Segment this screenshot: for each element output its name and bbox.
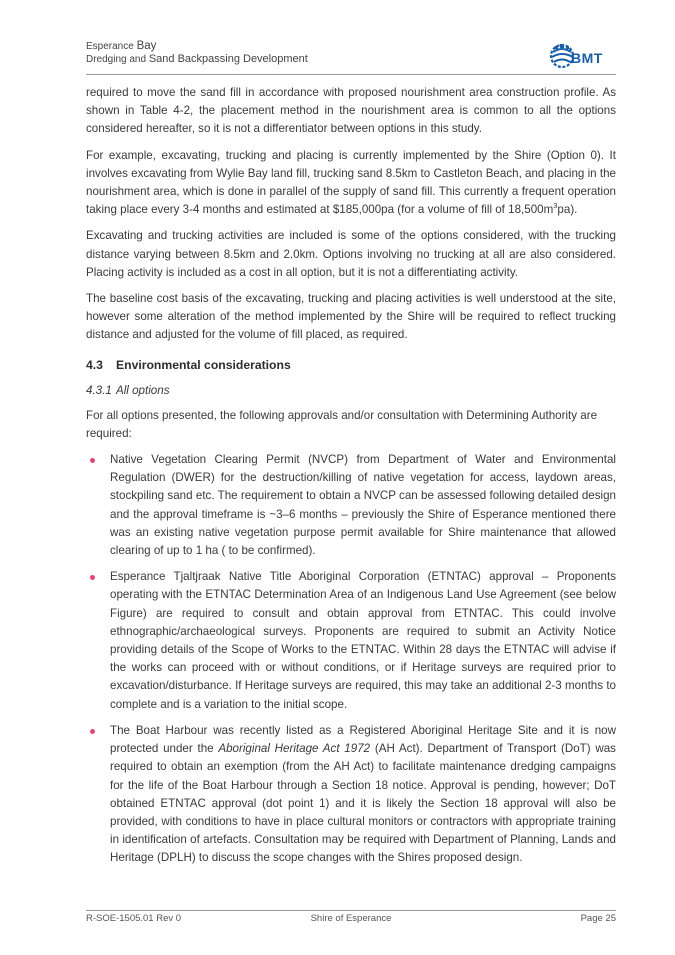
section-title: Environmental considerations	[116, 357, 291, 372]
bmt-logo	[548, 40, 616, 72]
page-header	[86, 40, 616, 74]
header-subtitle	[86, 53, 308, 66]
header-title-part: Esperance	[86, 41, 137, 52]
header-subtitle-part: Sand Backpassing Development	[148, 53, 308, 65]
subsection-number: 4.3.1	[86, 383, 112, 397]
bullet-icon	[90, 575, 95, 580]
page-body	[86, 84, 616, 876]
paragraph-text: pa).	[557, 203, 578, 217]
list-item-text: (AH Act). Department of Transport (DoT) was required to obtain an exemption (from the AH Act) to facilitate maintenance dredging campaigns for the life of the Boat Harbour through a Section 18 notice. Approval is pending, however; DoT obtained ETNTAC approval (dot point 1) and it is likely the Section 18 approval will also be provided, with conditions to have in place cultural monitors or contractors with appropriate training in identification of artefacts. Consultation may be required with Department of Planning, Lands and Heritage (DPLH) to discuss the scope changes with the Shires proposed design.	[110, 742, 616, 865]
section-number: 4.3	[86, 357, 103, 372]
bullet-icon	[90, 729, 95, 734]
bullet-list	[86, 451, 616, 867]
header-divider	[86, 74, 616, 75]
header-title	[86, 40, 156, 53]
section-heading	[86, 357, 616, 373]
bullet-icon	[90, 458, 95, 463]
logo-wordmark: BMT	[571, 50, 603, 66]
client-name: Shire of Esperance	[310, 913, 392, 924]
footer-divider	[86, 910, 616, 911]
page-number: Page 25	[580, 913, 616, 924]
paragraph: Excavating and trucking activities are included is some of the options considered, with the trucking distance varying between 8.5km and 2.0km. Options involving no trucking at all are also considered. Placing activity is included as a cost in all option, but it is not a differentiating activity.	[86, 229, 616, 279]
paragraph: required to move the sand fill in accordance with proposed nourishment area construction profile. As shown in Table 4-2, the placement method in the nourishment area is common to all the options considered hereafter, so it is not a differentiator between options in this study.	[86, 86, 616, 136]
paragraph: For all options presented, the following approvals and/or consultation with Determining Authority are required:	[86, 408, 598, 440]
superscript: 3	[553, 201, 558, 211]
document-reference: R-SOE-1505.01 Rev 0	[86, 913, 182, 924]
header-title-part: Bay	[136, 40, 157, 52]
paragraph: The baseline cost basis of the excavating, trucking and placing activities is well understood at the site, however some alteration of the method implemented by the Shire will be required to reflect trucking distance and adjusted for the volume of fill placed, as required.	[86, 292, 616, 342]
paragraph	[86, 147, 616, 220]
list-item	[86, 451, 616, 560]
subsection-heading	[86, 383, 616, 399]
list-item-text: The Boat Harbour was recently listed as a Registered Aboriginal Heritage Site and it is now protected under the	[110, 723, 616, 756]
header-subtitle-part: Dredging and	[86, 54, 149, 65]
page-footer	[86, 913, 616, 927]
list-item-text: Native Vegetation Clearing Permit (NVCP) from Department of Water and Environmental Regulation (DWER) for the destruction/killing of native vegetation for access, laydown areas, stockpiling sand etc. The requirement to obtain a NVCP can be assessed following detailed design and the approval timeframe is ~3–6 months – previously the Shire of Esperance mentioned there was an existing native vegetation purpose permit available for Shire maintenance that allowed clearing of up to 1 ha ( to be confirmed).	[110, 453, 616, 558]
act-title: Aboriginal Heritage Act 1972	[218, 742, 371, 756]
subsection-title: All options	[116, 383, 170, 397]
list-item	[86, 722, 616, 868]
paragraph-text: For example, excavating, trucking and placing is currently implemented by the Shire (Option 0). It involves excavating from Wylie Bay land fill, trucking sand 8.5km to Castleton Beach, and placing in the nourishment area, which is done in parallel of the supply of sand fill. This currently a frequent operation taking place every 3-4 months and estimated at $185,000pa (for a volume of fill of 18,500m	[86, 148, 616, 217]
list-item-text: Esperance Tjaltjraak Native Title Aboriginal Corporation (ETNTAC) approval – Proponents operating with the ETNTAC Determination Area of an Indigenous Land Use Agreement (see below Figure) are required to consult and obtain approval from ETNTAC. This could involve ethnographic/archaeological surveys. Proponents are required to submit an Activity Notice providing details of the Scope of Works to the ETNTAC. Within 28 days the ETNTAC will advise if the works can proceed with or without conditions, or if Heritage surveys are required prior to excavation/disturbance. If Heritage surveys are required, this may take an additional 2-3 months to complete and is a variation to the initial scope.	[110, 570, 616, 711]
list-item	[86, 568, 616, 714]
